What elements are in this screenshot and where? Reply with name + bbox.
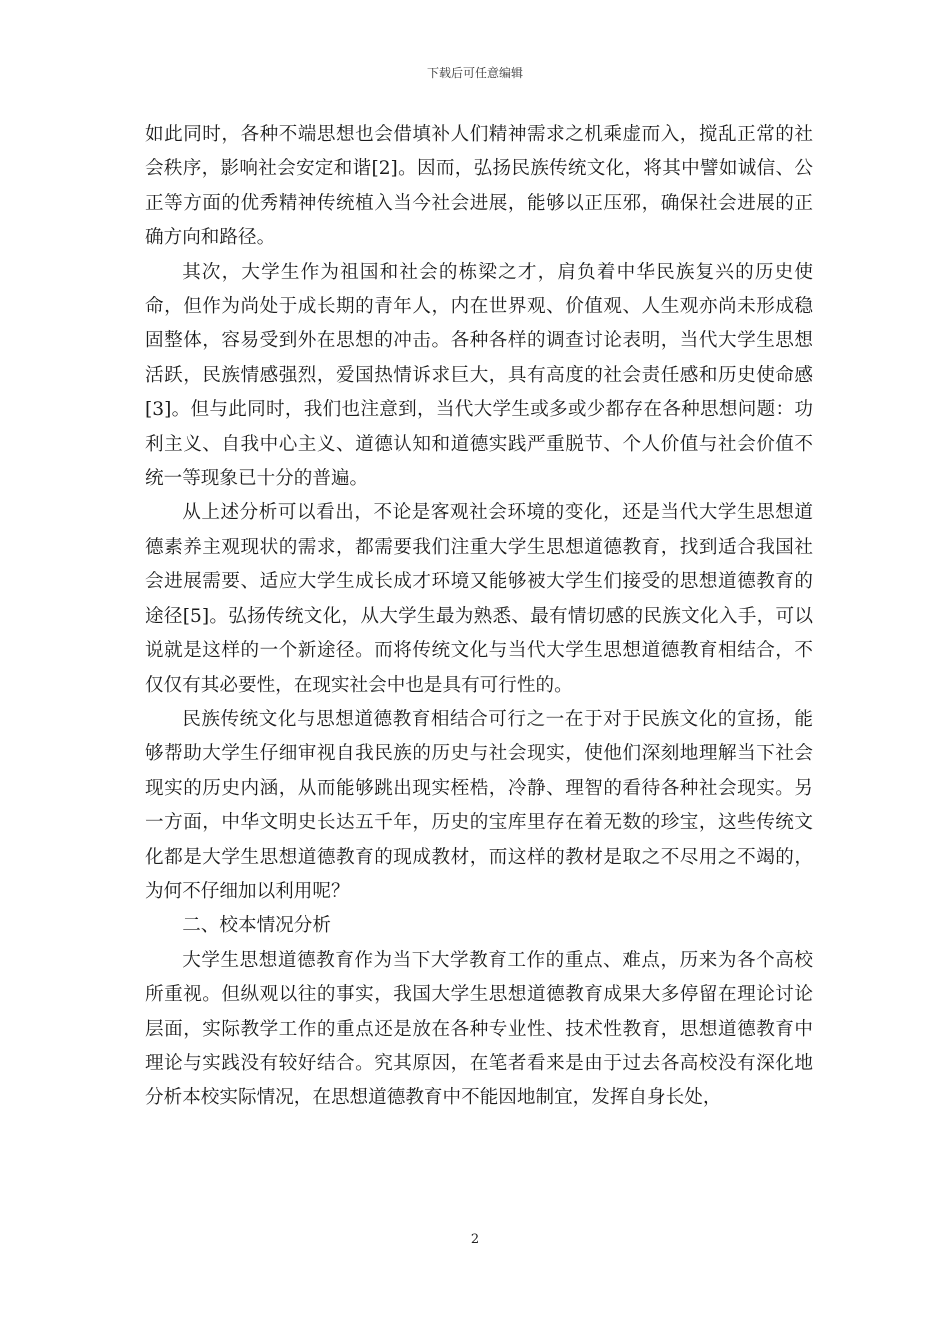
body-text — [145, 118, 813, 1116]
paragraph: 从上述分析可以看出，不论是客观社会环境的变化，还是当代大学生思想道德素养主观现状的需求，都需要我们注重大学生思想道德教育，找到适合我国社会进展需要、适应大学生成长成才环境又能够被大学生们接受的思想道德教育的途径[5]。弘扬传统文化，从大学生最为熟悉、最有情切感的民族文化入手，可以说就是这样的一个新途径。而将传统文化与当代大学生思想道德教育相结合，不仅仅有其必要性，在现实社会中也是具有可行性的。 — [145, 502, 813, 696]
paragraph: 大学生思想道德教育作为当下大学教育工作的重点、难点，历来为各个高校所重视。但纵观以往的事实，我国大学生思想道德教育成果大多停留在理论讨论层面，实际教学工作的重点还是放在各种专业性、技术性教育，思想道德教育中理论与实践没有较好结合。究其原因，在笔者看来是由于过去各高校没有深化地分析本校实际情况，在思想道德教育中不能因地制宜，发挥自身长处， — [145, 949, 813, 1109]
paragraph: 其次，大学生作为祖国和社会的栋梁之才，肩负着中华民族复兴的历史使命，但作为尚处于成长期的青年人，内在世界观、价值观、人生观亦尚未形成稳固整体，容易受到外在思想的冲击。各种各样的调查讨论表明，当代大学生思想活跃，民族情感强烈，爱国热情诉求巨大，具有高度的社会责任感和历史使命感[3]。但与此同时，我们也注意到，当代大学生或多或少都存在各种思想问题：功利主义、自我中心主义、道德认知和道德实践严重脱节、个人价值与社会价值不统一等现象已十分的普遍。 — [145, 261, 813, 490]
page-header: 下载后可任意编辑 — [426, 66, 523, 80]
page-number: 2 — [470, 1232, 480, 1247]
paragraph: 民族传统文化与思想道德教育相结合可行之一在于对于民族文化的宣扬，能够帮助大学生仔细审视自我民族的历史与社会现实，使他们深刻地理解当下社会现实的历史内涵，从而能够跳出现实桎梏，冷静、理智的看待各种社会现实。另一方面，中华文明史长达五千年，历史的宝库里存在着无数的珍宝，这些传统文化都是大学生思想道德教育的现成教材，而这样的教材是取之不尽用之不竭的，为何不仔细加以利用呢？ — [145, 708, 813, 902]
paragraph: 如此同时，各种不端思想也会借填补人们精神需求之机乘虚而入，搅乱正常的社会秩序，影响社会安定和谐[2]。因而，弘扬民族传统文化，将其中譬如诚信、公正等方面的优秀精神传统植入当今社会进展，能够以正压邪，确保社会进展的正确方向和路径。 — [145, 124, 813, 249]
section-heading: 二、校本情况分析 — [182, 915, 331, 937]
